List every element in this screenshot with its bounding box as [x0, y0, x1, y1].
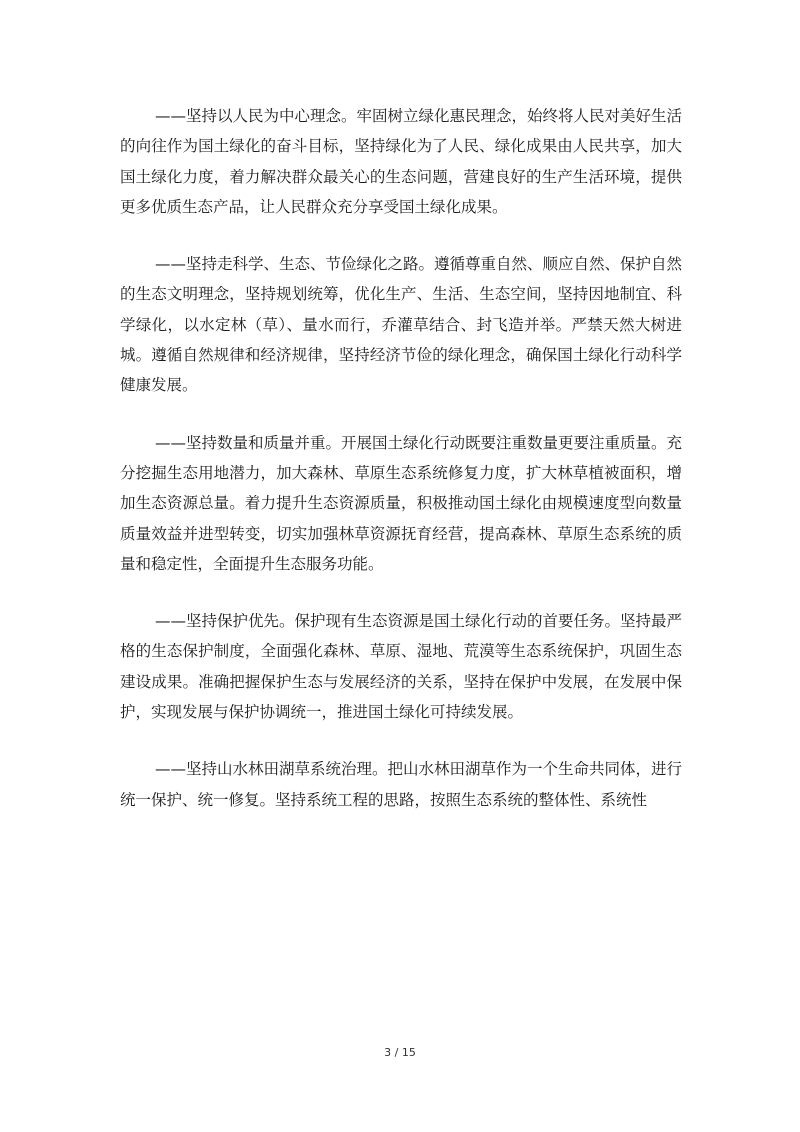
paragraph-scientific-greening: ——坚持走科学、生态、节俭绿化之路。遵循尊重自然、顺应自然、保护自然的生态文明理念，坚持规划统筹，优化生产、生活、生态空间，坚持因地制宜、科学绿化，以水定林（草）、量水而行，乔灌草结合、封飞造并举。严禁天然大树进城。遵循自然规律和经济规律，坚持经济节俭的绿化理念，确保国土绿化行动科学健康发展。	[120, 255, 683, 395]
paragraph-people-centered: ——坚持以人民为中心理念。牢固树立绿化惠民理念，始终将人民对美好生活的向往作为国土绿化的奋斗目标，坚持绿化为了人民、绿化成果由人民共享，加大国土绿化力度，着力解决群众最关心的生态问题，营建良好的生产生活环境，提供更多优质生态产品，让人民群众充分享受国土绿化成果。	[120, 107, 683, 216]
paragraph-quantity-quality: ——坚持数量和质量并重。开展国土绿化行动既要注重数量更要注重质量。充分挖掘生态用地潜力，加大森林、草原生态系统修复力度，扩大林草植被面积，增加生态资源总量。着力提升生态资源质量，积极推动国土绿化由规模速度型向数量质量效益并进型转变，切实加强林草资源抚育经营，提高森林、草原生态系统的质量和稳定性，全面提升生态服务功能。	[120, 433, 683, 573]
document-body	[120, 101, 682, 842]
page-number: 3 / 15	[384, 1046, 416, 1059]
paragraph-system-governance: ——坚持山水林田湖草系统治理。把山水林田湖草作为一个生命共同体，进行统一保护、统一修复。坚持系统工程的思路，按照生态系统的整体性、系统性	[120, 760, 683, 809]
paragraph-protection-first: ——坚持保护优先。保护现有生态资源是国土绿化行动的首要任务。坚持最严格的生态保护制度，全面强化森林、草原、湿地、荒漠等生态系统保护，巩固生态建设成果。准确把握保护生态与发展经济的关系，坚持在保护中发展，在发展中保护，实现发展与保护协调统一，推进国土绿化可持续发展。	[120, 612, 683, 722]
